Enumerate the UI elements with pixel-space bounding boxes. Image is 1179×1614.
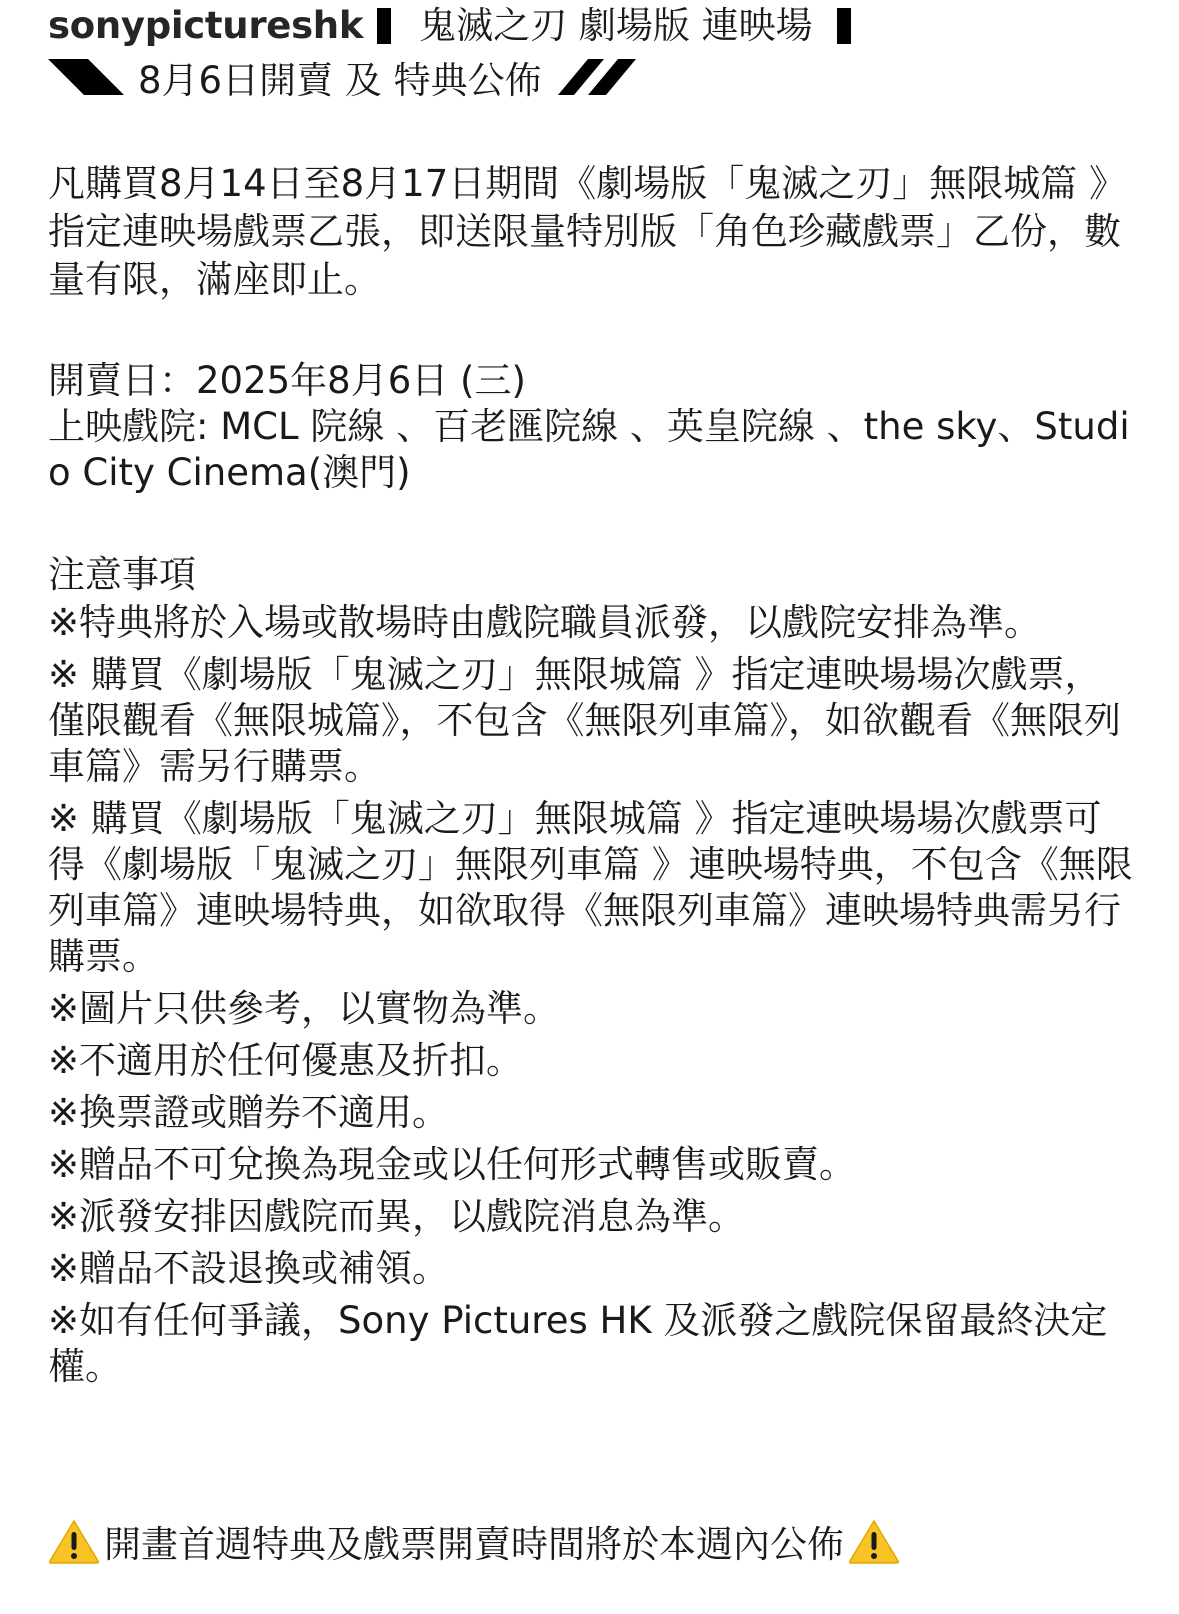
warning-icon — [48, 1518, 100, 1564]
warning-icon — [848, 1518, 900, 1564]
notes-list — [48, 600, 1138, 1390]
post-caption — [48, 0, 1138, 1396]
post-title: 鬼滅之刃 劇場版 連映場 — [419, 4, 813, 47]
intro-paragraph: 凡購買8月14日至8月17日期間《劇場版「鬼滅之刃」無限城篇 》指定連映場戲票乙張，即送限量特別版「角色珍藏戲票」乙份，數量有限，滿座即止。 — [48, 162, 1127, 301]
note-item: ※圖片只供參考，以實物為準。 — [48, 987, 561, 1030]
footer-text: 開畫首週特典及戲票開賣時間將於本週內公佈 — [104, 1523, 844, 1566]
cinema-list: 上映戲院: MCL 院線 、百老匯院線 、英皇院線 、the sky、Studio City Cinema(澳門) — [48, 405, 1130, 494]
black-wedge-left-icon — [48, 57, 124, 97]
post-subtitle: 8月6日開賣 及 特典公佈 — [138, 59, 542, 102]
notes-title: 注意事項 — [48, 553, 196, 596]
note-item: ※不適用於任何優惠及折扣。 — [48, 1039, 524, 1082]
caption-header — [48, 0, 1138, 52]
black-bar-icon — [837, 8, 851, 44]
note-item: ※贈品不設退換或補領。 — [48, 1247, 450, 1290]
caption-subtitle-line — [48, 52, 1138, 102]
note-item: ※派發安排因戲院而異，以戲院消息為準。 — [48, 1195, 746, 1238]
note-item: ※ 購買《劇場版「鬼滅之刃」無限城篇 》指定連映場場次戲票可得《劇場版「鬼滅之刃」無限列車篇 》連映場特典，不包含《無限列車篇》連映場特典，如欲取得《無限列車篇》連映場特典需另行購票。 — [48, 797, 1133, 978]
username-link[interactable]: sonypictureshk — [48, 4, 364, 47]
note-item: ※特典將於入場或散場時由戲院職員派發，以戲院安排為準。 — [48, 601, 1042, 644]
note-item: ※ 購買《劇場版「鬼滅之刃」無限城篇 》指定連映場場次戲票，僅限觀看《無限城篇》，不包含《無限列車篇》，如欲觀看《無限列車篇》需另行購票。 — [48, 653, 1121, 788]
note-item: ※如有任何爭議，Sony Pictures HK 及派發之戲院保留最終決定權。 — [48, 1299, 1108, 1388]
black-wedge-right-icon — [558, 57, 636, 97]
black-bar-icon — [377, 8, 391, 44]
note-item: ※贈品不可兌換為現金或以任何形式轉售或販賣。 — [48, 1143, 857, 1186]
footer-announcement — [48, 1514, 900, 1568]
note-item: ※換票證或贈券不適用。 — [48, 1091, 450, 1134]
sale-date: 開賣日：2025年8月6日 (三) — [48, 359, 526, 402]
